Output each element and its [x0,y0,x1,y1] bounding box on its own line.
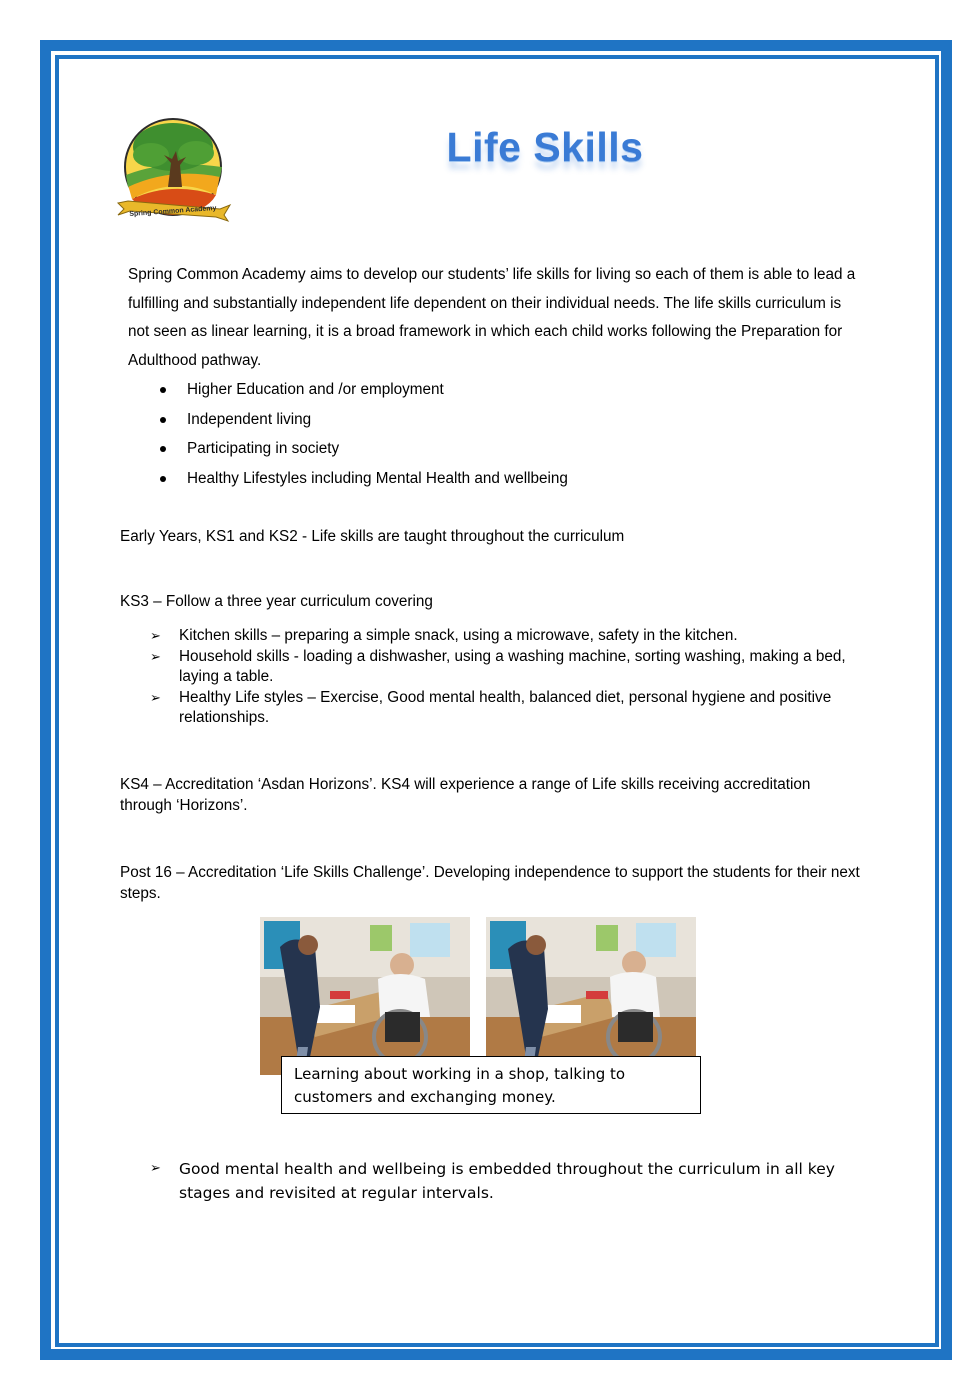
intro-paragraph: Spring Common Academy aims to develop our students’ life skills for living so each of them is able to lead a fulfilling and substantially independent life dependent on their individual needs. The life skills curriculum is not seen as linear learning, it is a broad framework in which each child works following the Preparation for Adulthood pathway. [128,266,856,369]
arrow-bullet-icon: ➢ [150,689,161,705]
wellbeing-list [150,1157,865,1205]
page-title: Life Skills [446,124,644,170]
arrow-bullet-icon: ➢ [150,1161,161,1176]
logo-text: Spring Common Academy [129,204,217,219]
list-item: Independent living [128,405,848,435]
ks4-paragraph: KS4 – Accreditation ‘Asdan Horizons’. KS4 will experience a range of Life skills receiving accreditation through ‘Horizons’. [120,776,811,814]
list-item: Healthy Lifestyles including Mental Health and wellbeing [128,464,848,494]
arrow-bullet-icon: ➢ [150,648,161,664]
list-item: ➢ Household skills - loading a dishwasher, using a washing machine, sorting washing, making a bed, laying a table. [150,647,846,685]
school-logo [116,115,232,227]
classroom-photo-2 [486,917,696,1075]
list-item: ➢ Good mental health and wellbeing is embedded throughout the curriculum in all key stages and revisited at regular intervals. [150,1157,865,1205]
list-item: ➢ Healthy Life styles – Exercise, Good mental health, balanced diet, personal hygiene and positive relationships. [150,688,832,726]
arrow-bullet-icon: ➢ [150,628,161,643]
post16-paragraph: Post 16 – Accreditation ‘Life Skills Challenge’. Developing independence to support the students for their next steps. [120,864,860,902]
pathway-list [128,375,848,493]
ks3-heading: KS3 – Follow a three year curriculum covering [120,593,433,610]
list-item: ➢ Kitchen skills – preparing a simple snack, using a microwave, safety in the kitchen. [150,626,865,647]
photo-caption: Learning about working in a shop, talking to customers and exchanging money. [281,1056,701,1114]
list-item: Participating in society [128,434,848,464]
classroom-photo-1 [260,917,470,1075]
ks3-list [150,626,865,729]
early-years-paragraph: Early Years, KS1 and KS2 - Life skills are taught throughout the curriculum [120,528,625,545]
list-item: Higher Education and /or employment [128,375,848,405]
